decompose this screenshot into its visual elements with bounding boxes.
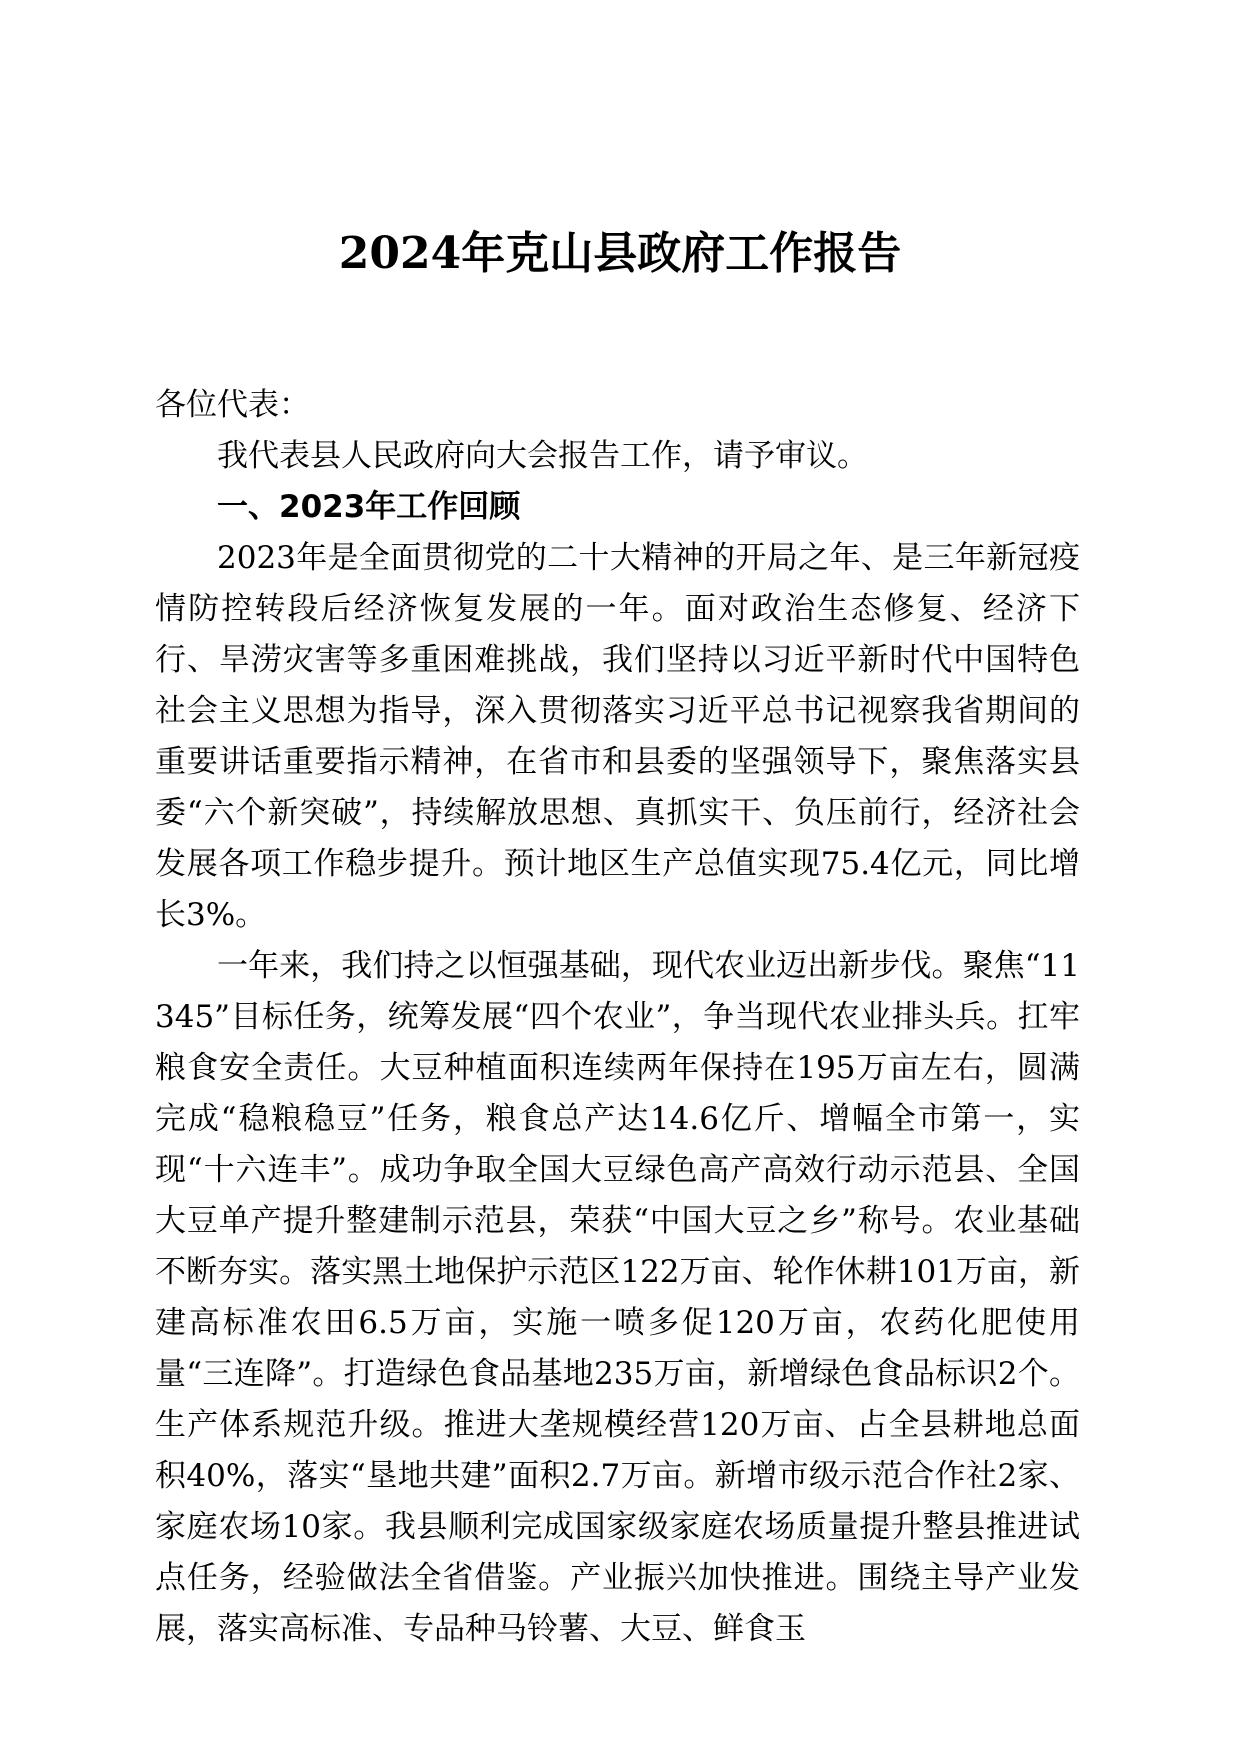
intro-paragraph: 我代表县人民政府向大会报告工作，请予审议。 bbox=[217, 438, 868, 474]
document-body bbox=[155, 380, 1080, 1655]
paragraph-agriculture: 一年来，我们持之以恒强基础，现代农业迈出新步伐。聚焦“11345”目标任务，统筹发展“四个农业”，争当现代农业排头兵。扛牢粮食安全责任。大豆种植面积连续两年保持在195万亩左右，圆满完成“稳粮稳豆”任务，粮食总产达14.6亿斤、增幅全市第一，实现“十六连丰”。成功争取全国大豆绿色高产高效行动示范县、全国大豆单产提升整建制示范县，荣获“中国大豆之乡”称号。农业基础不断夯实。落实黑土地保护示范区122万亩、轮作休耕101万亩，新建高标准农田6.5万亩，实施一喷多促120万亩，农药化肥使用量“三连降”。打造绿色食品基地235万亩，新增绿色食品标识2个。生产体系规范升级。推进大垄规模经营120万亩、占全县耕地总面积40%，落实“垦地共建”面积2.7万亩。新增市级示范合作社2家、家庭农场10家。我县顺利完成国家级家庭农场质量提升整县推进试点任务，经验做法全省借鉴。产业振兴加快推进。围绕主导产业发展，落实高标准、专品种马铃薯、大豆、鲜食玉 bbox=[155, 948, 1080, 1647]
paragraph-review-summary: 2023年是全面贯彻党的二十大精神的开局之年、是三年新冠疫情防控转段后经济恢复发展的一年。面对政治生态修复、经济下行、旱涝灾害等多重困难挑战，我们坚持以习近平新时代中国特色社会主义思想为指导，深入贯彻落实习近平总书记视察我省期间的重要讲话重要指示精神，在省市和县委的坚强领导下，聚焦落实县委“六个新突破”，持续解放思想、真抓实干、负压前行，经济社会发展各项工作稳步提升。预计地区生产总值实现75.4亿元，同比增长3%。 bbox=[155, 540, 1080, 933]
document-title: 2024年克山县政府工作报告 bbox=[338, 228, 902, 279]
section-heading: 一、2023年工作回顾 bbox=[217, 489, 521, 525]
salutation: 各位代表： bbox=[155, 387, 310, 423]
